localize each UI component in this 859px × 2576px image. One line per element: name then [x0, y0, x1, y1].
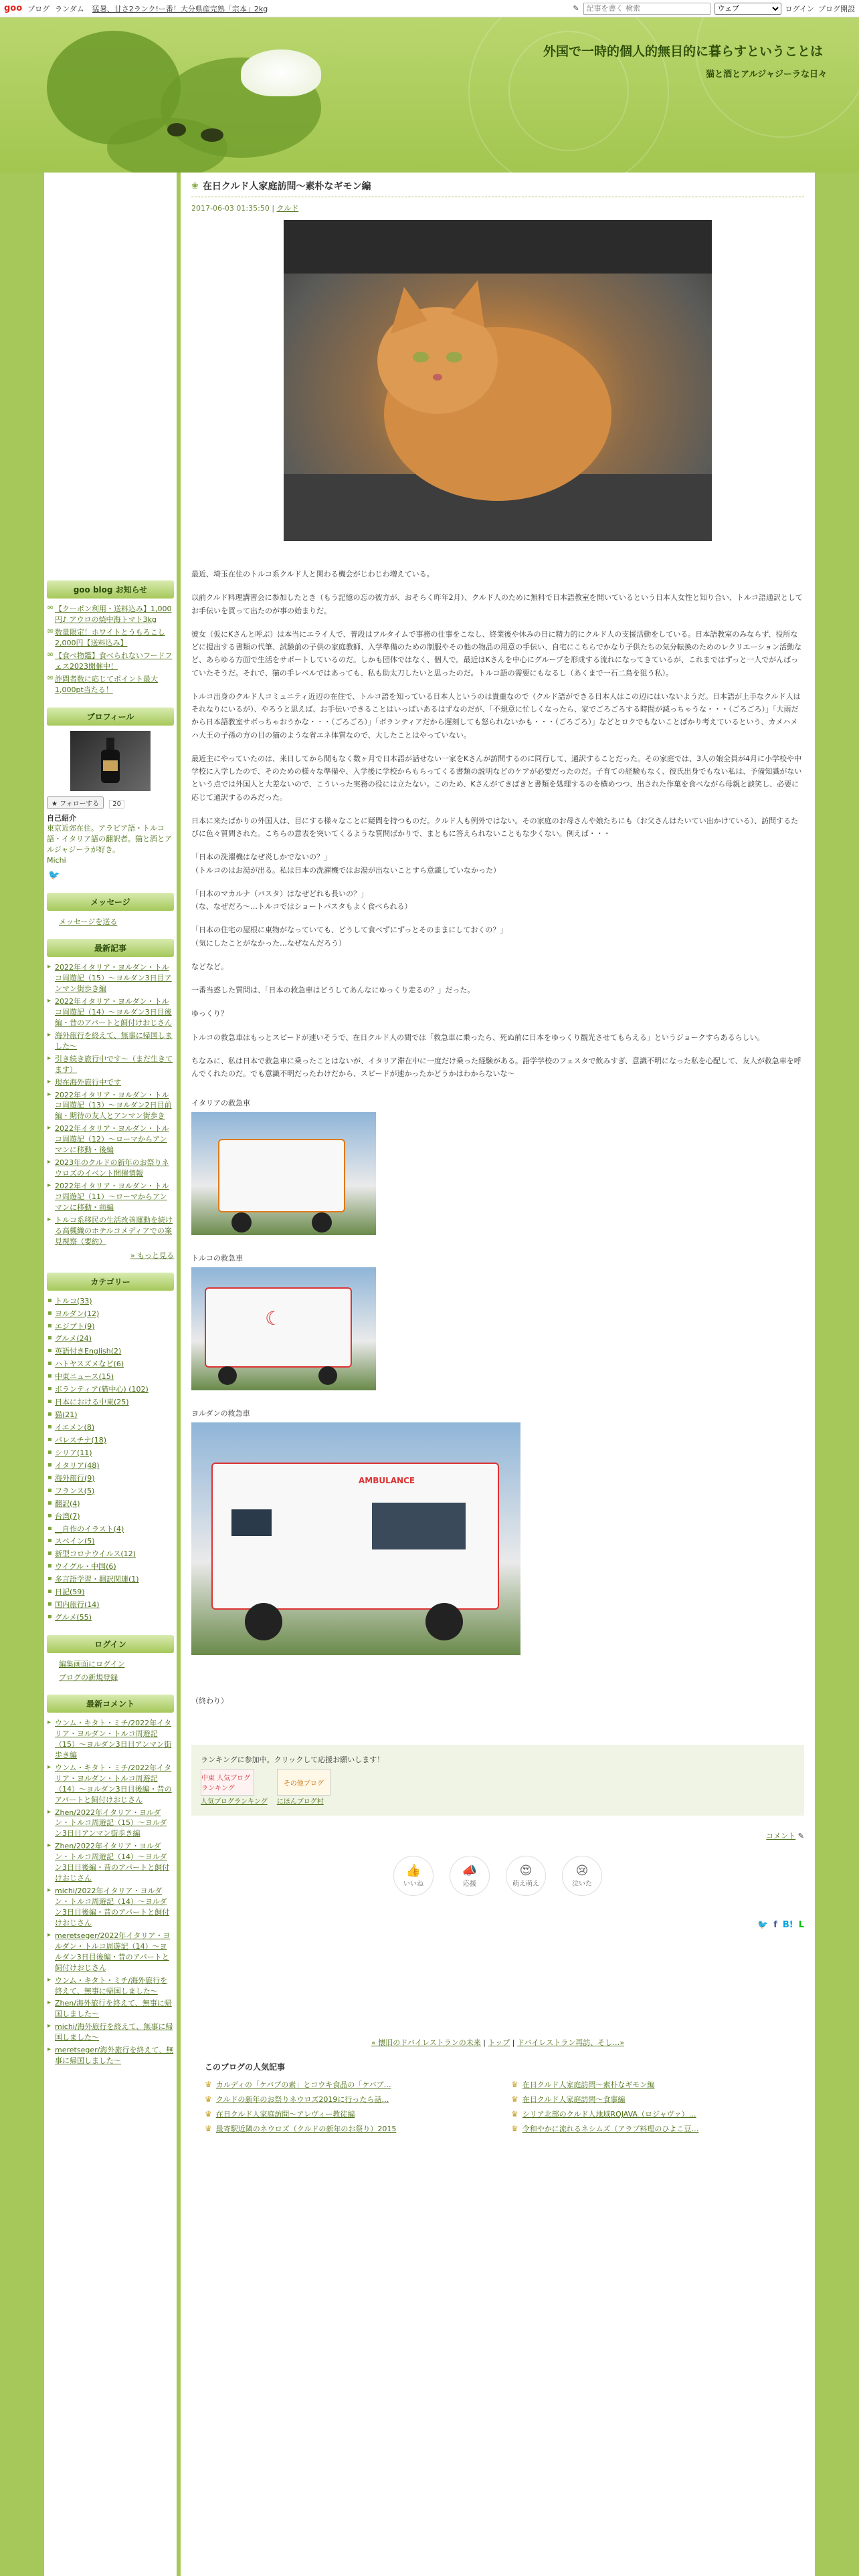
widget-title: メッセージ: [47, 893, 174, 911]
ambulance-caption: トルコの救急車: [191, 1254, 243, 1263]
crying-icon: 😢: [575, 1864, 589, 1879]
profile-name: Michi: [47, 856, 66, 865]
crown-icon: ♛: [205, 2124, 212, 2134]
news-item[interactable]: ✉ 詐問者数に応じてポイント最大1,000pt当たる！: [47, 674, 174, 695]
cat-photo: [284, 220, 712, 541]
popular-link[interactable]: 在日クルド人家庭訪問〜食事編: [522, 2095, 626, 2105]
widget-recent: [47, 939, 174, 1260]
news-item[interactable]: ✉ 数量限定！ホワイトとうもろこし2,000円【送料込み】: [47, 627, 174, 649]
recent-item[interactable]: ▸ 2022年イタリア・ヨルダン・トルコ周遊記（15）〜ヨルダン3日目アンマン街歩き編: [47, 962, 174, 994]
comment-item[interactable]: [47, 1718, 174, 1761]
comment-item[interactable]: [47, 1841, 174, 1884]
widget-title: goo blog お知らせ: [47, 580, 174, 599]
category-link[interactable]: エジプト(9): [55, 1321, 95, 1331]
category-item[interactable]: [47, 1397, 174, 1408]
widget-profile: [47, 708, 174, 881]
question-text: 「日本の洗濯機はなぜ炎しかでないの？」: [191, 853, 331, 862]
popular-item[interactable]: [511, 2094, 804, 2105]
profile-photo: [70, 731, 151, 791]
category-link[interactable]: 台湾(7): [55, 1511, 80, 1521]
question-note: （トルコのはお湯が出る。私は日本の洗濯機ではお湯が出ないことすら意識していなかった）: [191, 865, 500, 875]
comment-item[interactable]: [47, 2045, 174, 2066]
popular-link[interactable]: カルディの「ケバブの素」とコウキ食品の「ケバブ…: [215, 2080, 391, 2090]
popular-title: このブログの人気記事: [205, 2062, 286, 2072]
top-link[interactable]: トップ: [488, 2038, 510, 2048]
crown-icon: ♛: [511, 2095, 518, 2105]
open-blog-link[interactable]: ブログ開設: [818, 4, 855, 13]
site-header: [0, 17, 859, 173]
category-item[interactable]: [47, 1524, 174, 1535]
lotus-icon: ❀: [191, 181, 199, 191]
category-link[interactable]: 日記(59): [55, 1588, 85, 1597]
comment-link[interactable]: Zhen/2022年イタリア・ヨルダン・トルコ周遊記（15）〜ヨルダン3日目アンマン街歩き編: [55, 1808, 167, 1838]
ambulance-body: [218, 1139, 345, 1212]
category-link[interactable]: グルメ(24): [55, 1334, 92, 1344]
comment-link[interactable]: michi/海外旅行を終えて、無事に帰国しました〜: [55, 2022, 173, 2042]
category-link[interactable]: 国内旅行(14): [55, 1600, 100, 1610]
popular-link[interactable]: シリア北部のクルド人地域ROJAVA（ロジャヴァ）…: [522, 2110, 696, 2119]
recent-item[interactable]: ▸ 2022年イタリア・ヨルダン・トルコ周遊記（12）〜ローマからアンマンに移動・後編: [47, 1123, 174, 1156]
register-blog-link[interactable]: ブログの新規登録: [59, 1673, 118, 1682]
sidebar: [44, 173, 177, 2576]
article-body: [191, 568, 804, 840]
category-item[interactable]: [47, 1499, 174, 1509]
ranking-link-2[interactable]: にほんブログ村: [276, 1798, 324, 1806]
widget-login: [47, 1635, 174, 1683]
pager: « 懐旧のドバイレストランの未来 | トップ | ドバイレストラン再訪、そし…»: [371, 2038, 624, 2048]
category-item[interactable]: [47, 1372, 174, 1382]
ambulance-label: AMBULANCE: [359, 1476, 415, 1486]
category-link[interactable]: イタリア(48): [55, 1461, 100, 1470]
question-text: 「日本のマカルナ（パスタ）はなぜどれも長いの？」: [191, 889, 368, 898]
category-link[interactable]: 中東ニュース(15): [55, 1372, 114, 1382]
category-item[interactable]: [47, 1536, 174, 1547]
profile-intro-label: 自己紹介: [47, 813, 76, 823]
category-item[interactable]: [47, 1321, 174, 1332]
popular-link[interactable]: 在日クルド人家庭訪問〜素朴なギモン編: [522, 2080, 655, 2090]
category-link[interactable]: 日本における中東(25): [55, 1398, 129, 1407]
category-link[interactable]: トルコ(33): [55, 1296, 92, 1305]
wheel: [231, 1212, 252, 1232]
ambulance-caption: ヨルダンの救急車: [191, 1409, 250, 1418]
goobar-right: [573, 3, 855, 15]
crown-icon: ♛: [205, 2109, 212, 2119]
popular-link[interactable]: 最寄駅近隣のネウロズ（クルドの新年のお祭り）2015: [215, 2125, 397, 2134]
category-item[interactable]: [47, 1384, 174, 1395]
profile-intro: 東京近郊在住。アラビア語・トルコ語・イタリア語の翻訳者。猫と酒とアルジャジーラが好き。: [47, 824, 172, 855]
comment-link[interactable]: michi/2022年イタリア・ヨルダン・トルコ周遊記（14）〜ヨルダン3日目後編・昔のアパートと飼付けおじさん: [55, 1887, 170, 1927]
recent-item[interactable]: ▸ 引き続き旅行中です〜（まだ生きてます）: [47, 1054, 174, 1075]
widget-title: カテゴリー: [47, 1273, 174, 1291]
category-item[interactable]: [47, 1562, 174, 1572]
category-link[interactable]: スペイン(5): [55, 1537, 95, 1546]
ad-headline[interactable]: 猛暑、甘さ2ランク!ー番！大分県産完熟「宗本」2kg: [92, 4, 268, 13]
tadpole-icon: [167, 123, 186, 136]
hatena-icon[interactable]: B!: [782, 1920, 793, 1931]
popular-link[interactable]: クルドの新年のお祭りネウロズ2019に行ったら話…: [215, 2095, 389, 2105]
category-item[interactable]: [47, 1410, 174, 1420]
category-link[interactable]: ボランティア(猫中心) (102): [55, 1385, 149, 1394]
article-paragraph: 一番当惑した質問は、「日本の救急車はどうしてあんなにゆっくり走るの？」だった。: [191, 986, 475, 994]
widget-title: プロフィール: [47, 708, 174, 726]
category-item[interactable]: [47, 1587, 174, 1598]
comment-link[interactable]: Zhen/海外旅行を終えて、無事に帰国しました〜: [55, 1999, 172, 2019]
comment-item[interactable]: [47, 1763, 174, 1806]
category-link[interactable]: シリア(11): [55, 1448, 92, 1457]
comment-link[interactable]: Zhen/2022年イタリア・ヨルダン・トルコ周遊記（14）〜ヨルダン3日目後編・昔のアパートと飼付けおじさん: [55, 1842, 170, 1883]
comment-link[interactable]: ウンム・キタト・ミチ/2022年イタリア・ヨルダン・トルコ周遊記（15）〜ヨルダン3日目アンマン街歩き編: [55, 1719, 172, 1759]
ambulance-photo-italy: [191, 1112, 376, 1235]
comment-link[interactable]: ウンム・キタト・ミチ/海外旅行を終えて、無事に帰国しました〜: [55, 1975, 168, 1996]
category-item[interactable]: [47, 1448, 174, 1459]
article-end: （終わり）: [191, 1697, 228, 1706]
wheel: [218, 1366, 237, 1385]
recent-item[interactable]: ▸ トルコ系移民の生活改善運動を続ける高槻織のホテルコメディアでの案見視察（要約）: [47, 1215, 174, 1247]
category-item[interactable]: [47, 1486, 174, 1497]
comment-item[interactable]: [47, 1998, 174, 2020]
tadpole-icon: [201, 128, 223, 142]
article-paragraph: などなど。: [191, 962, 228, 971]
popular-item[interactable]: [511, 2079, 804, 2090]
category-item[interactable]: [47, 1359, 174, 1370]
share-row: [191, 1920, 804, 1930]
question-note: （な、なぜだろ〜…トルコではショートパスタもよく食べられる）: [191, 902, 412, 911]
popular-item[interactable]: [205, 2094, 498, 2105]
comment-item[interactable]: [47, 1886, 174, 1929]
article-paragraph: 最近、埼玉在住のトルコ系クルド人と関わる機会がじわじわ増えている。: [191, 570, 434, 578]
category-link[interactable]: ウイグル・中国(6): [55, 1562, 116, 1572]
popular-link[interactable]: 在日クルド人家庭訪問〜アレヴィー教徒編: [215, 2110, 355, 2119]
recent-item[interactable]: ▸ 2022年イタリア・ヨルダン・トルコ周遊記（13）〜ヨルダン2日目前編・期待の友人とアンマン街歩き: [47, 1090, 174, 1122]
widget-categories: [47, 1273, 174, 1623]
article-paragraph: 彼女（仮にKさんと呼ぶ）は本当にエライ人で、普段はフルタイムで事務の仕事をこなし、終業後や休みの日に精力的にクルド人の支援活動をしている。日本語教室のみならず、役所などに提出する書類の代筆、試験前の子供の家庭教師、入学準備のための制服やその他の物品の用意の手伝い、自宅にこちらでかなり子供たちの気分転換のためのレクリエーション活動など、あらゆる方面で生活をサポートしているのだ。しかも団体ではなく、個人で。最近はKさんを中心にグループを形成する流れになってきているが、これまではずっと一人でがんばっていたそうだ。それで、猫の手レベルではあっても、私も助太刀したいと思ったのだ。トルコ語の需要にもなるし（あくまで一石二鳥を狙う私）。: [191, 629, 802, 677]
sidebar-spacer: [47, 179, 174, 580]
category-link[interactable]: パレスチナ(18): [55, 1435, 107, 1444]
login-link[interactable]: ログイン: [785, 4, 814, 13]
recent-item[interactable]: ▸ 2022年イタリア・ヨルダン・トルコ周遊記（14）〜ヨルダン3日目後編・昔のアパートと飼付けおじさん: [47, 996, 174, 1029]
comment-link[interactable]: コメント ✎: [766, 1832, 804, 1841]
send-message-link[interactable]: メッセージを送る: [59, 918, 118, 927]
ranking-badge-wrap: [201, 1769, 268, 1806]
category-link[interactable]: ヨルダン(12): [55, 1309, 100, 1318]
blog-search-input[interactable]: [583, 3, 710, 15]
heart-eyes-icon: 😍: [519, 1864, 533, 1879]
question-text: 「日本の住宅の屋根に東物がなっていても、どうして食べずにずっとそのままにしておくの？」: [191, 926, 508, 935]
reaction-moe[interactable]: 😍 萌え萌え: [506, 1856, 546, 1896]
comment-link[interactable]: ウンム・キタト・ミチ/2022年イタリア・ヨルダン・トルコ周遊記（14）〜ヨルダン3日目後編・昔のアパートと飼付けおじさん: [55, 1763, 172, 1804]
reaction-cheer[interactable]: 📣 応援: [450, 1856, 490, 1896]
question-note: （気にしたことがなかった…なぜなんだろう）: [191, 938, 346, 948]
thumbs-up-icon: 👍: [405, 1864, 421, 1879]
crown-icon: ♛: [511, 2124, 518, 2134]
widget-message: [47, 893, 174, 927]
recent-item[interactable]: ▸ 海外旅行を終えて、無事に帰国しました〜: [47, 1031, 174, 1052]
category-item[interactable]: [47, 1333, 174, 1344]
category-link[interactable]: ハトヤスズメなど(6): [55, 1360, 124, 1369]
category-item[interactable]: [47, 1473, 174, 1484]
recent-item[interactable]: ▸ 2023年のクルドの新年のお祭りネウロズのイベント開催情報: [47, 1158, 174, 1179]
site-title[interactable]: 外国で一時的個人的無目的に暮らすということは: [543, 44, 824, 59]
category-link[interactable]: 海外旅行(9): [55, 1473, 95, 1483]
prev-article-link[interactable]: « 懐旧のドバイレストランの未来: [371, 2038, 481, 2048]
wheel: [312, 1212, 332, 1232]
ranking-lead: ランキングに参加中。クリックして応援お願いします！: [201, 1755, 385, 1765]
article-paragraph: トルコ出身のクルド人コミュニティ近辺の在住で、トルコ語を知っている日本人というのは貴重なので（クルド語ができる日本人はこの辺にはいないようだ。日本語が上手なクルド人はそれなりにいるが）、やろうと思えば、お手伝いできることはいっぱいあるはずなのだが、「不規意に忙しくなったら、家でごろごろする時間が減っちゃうな・・・（ごろごろ）」「大雨だから日本語教室サボっちゃおうかな・・・（ごろごろ）」「ボランティアだから遅刻しても怒られないかも・・・（ごろごろ）」などとロクでもないことばかり考えているという、カメハメハ大王の子孫の方の目の猫のような省エネ体質なので、大したことはやっていない。: [191, 691, 801, 740]
category-item[interactable]: [47, 1422, 174, 1433]
facebook-icon[interactable]: f: [773, 1920, 777, 1931]
follow-count: 20: [109, 800, 124, 809]
reaction-cry[interactable]: 😢 泣いた: [562, 1856, 602, 1896]
crown-icon: ♛: [205, 2080, 212, 2090]
category-item[interactable]: [47, 1574, 174, 1585]
article-body-2: [191, 960, 804, 1081]
article-paragraph: ゆっくり？: [191, 1009, 228, 1018]
category-link[interactable]: 英語付きEnglish(2): [55, 1347, 122, 1356]
wheel: [425, 1603, 463, 1640]
ranking-badge-wrap: [277, 1769, 330, 1806]
article-header: [191, 179, 804, 197]
reaction-buttons: [191, 1856, 804, 1896]
megaphone-icon: 📣: [462, 1864, 478, 1879]
ranking-link-1[interactable]: 人気ブログランキング: [201, 1798, 268, 1806]
twitter-icon[interactable]: 🐦: [48, 870, 60, 881]
ambulance-photo-turkey: [191, 1267, 376, 1390]
category-item[interactable]: [47, 1511, 174, 1522]
article-paragraph: トルコの救急車はもっとスピードが速いそうで、在日クルド人の間では「救急車に乗ったら、死ぬ前に日本をゆっくり観光させてもらえる」というジョークすらあるらしい。: [191, 1033, 765, 1042]
category-item[interactable]: [47, 1309, 174, 1319]
popular-item[interactable]: [205, 2079, 498, 2090]
comment-link[interactable]: meretseger/2022年イタリア・ヨルダン・トルコ周遊記（14）〜ヨルダン3日目後編・昔のアパートと飼付けおじさん: [55, 1931, 171, 1972]
category-item[interactable]: [47, 1296, 174, 1307]
profile-text: [47, 813, 174, 867]
comment-item[interactable]: [47, 1975, 174, 1997]
widget-title: 最新記事: [47, 939, 174, 957]
pencil-icon: ✎: [573, 4, 579, 13]
recent-item[interactable]: ▸ 2022年イタリア・ヨルダン・トルコ周遊記（11）〜ローマからアンマンに移動・前編: [47, 1181, 174, 1213]
widget-comments: [47, 1695, 174, 2066]
popular-item[interactable]: [205, 2123, 498, 2134]
cat-icon: [284, 220, 712, 541]
ambulance-photo-jordan: [191, 1422, 520, 1655]
news-item[interactable]: ✉ 【食べ物鑑】食べられないフードフェス2023開催中！: [47, 651, 174, 672]
category-link[interactable]: 翻訳(4): [55, 1499, 80, 1508]
site-subtitle: 猫と酒とアルジャジーラな日々: [706, 70, 827, 80]
more-link[interactable]: » もっと見る: [130, 1251, 174, 1260]
popular-list: [191, 2079, 804, 2134]
category-item[interactable]: [47, 1549, 174, 1560]
category-link[interactable]: グルメ(55): [55, 1613, 92, 1622]
article-title[interactable]: 在日クルド人家庭訪問〜素朴なギモン編: [202, 181, 371, 192]
next-article-link[interactable]: ドバイレストラン再訪、そし…»: [516, 2038, 624, 2048]
comment-item[interactable]: [47, 2022, 174, 2043]
popular-item[interactable]: [205, 2109, 498, 2119]
wheel: [245, 1603, 282, 1640]
question-block: [191, 887, 804, 914]
article-paragraph: 日本に来たばかりの外国人は、目にする様々なことに疑問を持つものだ。クルド人も例外ではない。その家庭のお母さんや娘たちにも（お父さんはたいてい出かけている）、訪問するたびに色々質問された。こちらの意表を突いてくるような質問ばかりで、まともに答えられないこともな少くない。例えば・・・: [191, 816, 799, 838]
widget-title: 最新コメント: [47, 1695, 174, 1713]
widget-news: [47, 580, 174, 695]
popular-item[interactable]: [511, 2109, 804, 2119]
main-content: [181, 173, 815, 2576]
ranking-area: [191, 1745, 804, 1816]
article-paragraph: 以前クルド料理講習会に参加したとき（もう記憶の忘の彼方が、おそらく昨年2月）、クルド人のために無料で日本語教室を開いているという日本人女性と知り合い、トルコ語通訳としてお手伝いを買って出たのが事の始まりだ。: [191, 593, 803, 615]
category-link[interactable]: 猫(21): [55, 1410, 78, 1420]
news-list: [47, 604, 174, 695]
category-item[interactable]: [47, 1600, 174, 1610]
lotus-flower-icon: [241, 49, 321, 96]
comment-link[interactable]: meretseger/海外旅行を終えて、無事に帰国しました〜: [55, 2046, 174, 2066]
comment-item[interactable]: [47, 1931, 174, 1973]
ranking-badges: [201, 1769, 795, 1806]
category-link[interactable]: __自作のイラスト(4): [55, 1524, 124, 1533]
edit-login-link[interactable]: 編集画面にログイン: [59, 1660, 125, 1669]
nav-random[interactable]: ランダム: [55, 4, 84, 13]
category-item[interactable]: [47, 1346, 174, 1357]
widget-title: ログイン: [47, 1635, 174, 1653]
crown-icon: ♛: [511, 2109, 518, 2119]
category-list: [47, 1296, 174, 1623]
category-item[interactable]: [47, 1612, 174, 1623]
popular-item[interactable]: [511, 2123, 804, 2134]
crown-icon: ♛: [205, 2095, 212, 2105]
question-block: [191, 851, 804, 877]
ranking-badge-2[interactable]: その他ブログ: [277, 1769, 330, 1796]
window: [231, 1509, 272, 1536]
recent-item[interactable]: ▸ 現在海外旅行中です: [47, 1077, 174, 1088]
nav-blog[interactable]: ブログ: [27, 4, 50, 13]
article-meta: 2017-06-03 01:35:50 | クルド: [191, 204, 299, 213]
window: [372, 1503, 466, 1549]
pencil-icon: ✎: [797, 1832, 804, 1841]
question-block: [191, 924, 804, 950]
category-link[interactable]: イエメン(8): [55, 1423, 95, 1432]
search-scope-select[interactable]: [714, 3, 781, 15]
recent-list: [47, 962, 174, 1247]
goo-top-bar: [0, 0, 859, 17]
crown-icon: ♛: [511, 2080, 518, 2090]
ranking-badge-1[interactable]: 中東 人気ブログランキング: [201, 1769, 254, 1796]
line-icon[interactable]: L: [798, 1920, 804, 1931]
category-item[interactable]: [47, 1461, 174, 1471]
category-link[interactable]: フランス(5): [55, 1486, 95, 1495]
article-date: 2017-06-03 01:35:50: [191, 204, 270, 213]
goo-logo[interactable]: goo: [4, 3, 23, 13]
category-link[interactable]: 新型コロナウイルス(12): [55, 1549, 136, 1559]
bottle-icon: [97, 738, 124, 784]
article-paragraph: ちなみに、私は日本で救急車に乗ったことはないが、イタリア滞在中に一度だけ乗った経験がある。語学学校のフェスタで飲みすぎ、意識不明になった私を心配して、友人が救急車を呼んでくれたのだ。でも意識不明だったわけだから、スピードが速かったかどうかはわからないな〜: [191, 1056, 801, 1078]
comment-list: [47, 1718, 174, 2066]
comment-item[interactable]: [47, 1808, 174, 1840]
wheel: [318, 1366, 337, 1385]
crescent-icon: ☾: [265, 1307, 282, 1330]
article-category[interactable]: クルド: [276, 204, 299, 213]
ambulance-caption: イタリアの救急車: [191, 1099, 250, 1108]
category-link[interactable]: 多言語学習・翻訳関連(1): [55, 1575, 139, 1584]
article-paragraph: 最近主にやっていたのは、来日してから間もなく数ヶ月で日本語が話せない一家をKさんが訪問するのに同行して、通訳することだった。その家庭では、3人の娘全員が4月に小学校や中学校に入学したので、そのための様々な準備や、入学後に学校からもらってくる書類の説明などのケアが必要だったのだ。子育ての経験もなく、彼氏出身でもない私は、予備知識がないという点では外国人と大差ないので、こういった実務の役には立たない。このため、Kさんがてきぱきと書類を処理するのを横めつつ、出された作菓を食べながら母親と談笑し、必要に応じて通訳するのみだった。: [191, 754, 802, 802]
news-item[interactable]: ✉ 【クーポン利用・送料込み】1,000円♪ アウロの焼中海トマト3kg: [47, 604, 174, 625]
follow-button[interactable]: ★ フォローする: [47, 796, 104, 809]
category-item[interactable]: [47, 1435, 174, 1446]
twitter-icon[interactable]: 🐦: [757, 1920, 769, 1931]
article-questions: [191, 851, 804, 950]
popular-link[interactable]: 令和やかに流れるネシムズ（アラブ料理のひよこ豆…: [522, 2125, 699, 2134]
reaction-like[interactable]: 👍 いいね: [393, 1856, 434, 1896]
lotus-leaf: [107, 118, 227, 173]
